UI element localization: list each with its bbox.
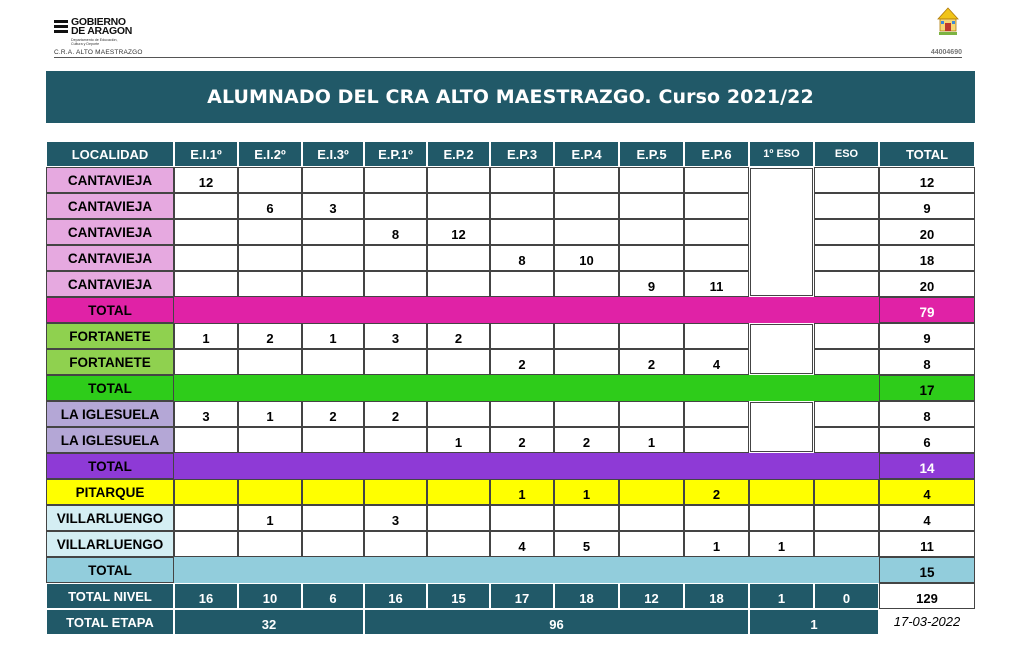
- value-cell: 2: [364, 401, 427, 427]
- value-cell: [684, 427, 749, 453]
- column-header: 1º ESO: [749, 141, 814, 167]
- value-cell: [364, 167, 427, 193]
- document-header: [54, 14, 962, 58]
- value-cell: [174, 479, 238, 505]
- report-date: 17-03-2022: [893, 613, 961, 629]
- total-nivel-value: 18: [684, 583, 749, 609]
- value-cell: [554, 323, 619, 349]
- school-house-logo-icon: [936, 6, 960, 40]
- group-total-label: TOTAL: [46, 557, 174, 583]
- value-cell: [302, 219, 364, 245]
- locality-label: FORTANETE: [46, 323, 174, 349]
- value-cell: [619, 479, 684, 505]
- value-cell: [619, 323, 684, 349]
- row-total-cell: 9: [879, 193, 975, 219]
- value-cell: [427, 531, 490, 557]
- locality-label: LA IGLESUELA: [46, 401, 174, 427]
- value-cell: 8: [490, 245, 554, 271]
- locality-label: CANTAVIEJA: [46, 219, 174, 245]
- value-cell: [814, 167, 879, 193]
- total-nivel-value: 18: [554, 583, 619, 609]
- grand-total-value: 129: [879, 583, 975, 609]
- locality-label: FORTANETE: [46, 349, 174, 375]
- value-cell: [174, 349, 238, 375]
- gobierno-aragon-logo: [54, 18, 132, 46]
- value-cell: 1: [490, 479, 554, 505]
- group-total-band: [174, 375, 879, 401]
- row-total-cell: 11: [879, 531, 975, 557]
- row-total-cell: 9: [879, 323, 975, 349]
- value-cell: [814, 505, 879, 531]
- value-cell: [490, 193, 554, 219]
- value-cell: [238, 219, 302, 245]
- value-cell: [427, 245, 490, 271]
- value-cell: 1: [238, 505, 302, 531]
- value-cell: [364, 479, 427, 505]
- value-cell: [619, 245, 684, 271]
- value-cell: 1: [302, 323, 364, 349]
- value-cell: [490, 219, 554, 245]
- group-total-band: [174, 297, 879, 323]
- value-cell: 1: [174, 323, 238, 349]
- eso-merged-empty: [750, 324, 813, 374]
- value-cell: [814, 349, 879, 375]
- value-cell: [490, 401, 554, 427]
- value-cell: 1: [238, 401, 302, 427]
- total-nivel-value: 12: [619, 583, 684, 609]
- total-nivel-value: 16: [174, 583, 238, 609]
- value-cell: [684, 219, 749, 245]
- total-nivel-value: 6: [302, 583, 364, 609]
- value-cell: [174, 219, 238, 245]
- column-header: E.P.1º: [364, 141, 427, 167]
- value-cell: [427, 401, 490, 427]
- column-header: TOTAL: [879, 141, 975, 167]
- group-total-label: TOTAL: [46, 297, 174, 323]
- value-cell: [490, 323, 554, 349]
- value-cell: [174, 193, 238, 219]
- value-cell: [554, 349, 619, 375]
- value-cell: [490, 167, 554, 193]
- value-cell: 5: [554, 531, 619, 557]
- locality-label: CANTAVIEJA: [46, 245, 174, 271]
- value-cell: [490, 505, 554, 531]
- locality-label: CANTAVIEJA: [46, 271, 174, 297]
- row-total-cell: 20: [879, 271, 975, 297]
- value-cell: [554, 271, 619, 297]
- locality-label: CANTAVIEJA: [46, 167, 174, 193]
- gov-sub-line1: Departamento de Educación,: [71, 38, 118, 42]
- value-cell: [238, 531, 302, 557]
- value-cell: [174, 271, 238, 297]
- value-cell: 2: [238, 323, 302, 349]
- column-header: ESO: [814, 141, 879, 167]
- value-cell: [302, 427, 364, 453]
- value-cell: [814, 479, 879, 505]
- eso-merged-empty: [750, 168, 813, 296]
- title-banner: [46, 71, 975, 123]
- value-cell: [814, 531, 879, 557]
- students-table: [46, 141, 975, 634]
- value-cell: 3: [364, 323, 427, 349]
- value-cell: [490, 271, 554, 297]
- locality-label: PITARQUE: [46, 479, 174, 505]
- value-cell: [814, 219, 879, 245]
- value-cell: 2: [619, 349, 684, 375]
- value-cell: [684, 401, 749, 427]
- value-cell: [427, 349, 490, 375]
- total-nivel-value: 17: [490, 583, 554, 609]
- value-cell: 12: [427, 219, 490, 245]
- value-cell: [554, 219, 619, 245]
- value-cell: 11: [684, 271, 749, 297]
- value-cell: 1: [619, 427, 684, 453]
- group-total-band: [174, 557, 879, 583]
- value-cell: [174, 531, 238, 557]
- value-cell: 4: [684, 349, 749, 375]
- column-header: E.I.1º: [174, 141, 238, 167]
- column-header: E.I.3º: [302, 141, 364, 167]
- value-cell: [427, 505, 490, 531]
- value-cell: 3: [364, 505, 427, 531]
- value-cell: 12: [174, 167, 238, 193]
- row-total-cell: 6: [879, 427, 975, 453]
- column-header: LOCALIDAD: [46, 141, 174, 167]
- eso-merged-empty: [750, 402, 813, 452]
- group-total-value: 17: [879, 375, 975, 401]
- page-title: ALUMNADO DEL CRA ALTO MAESTRAZGO. Curso 2021/22: [207, 86, 814, 108]
- value-cell: [302, 167, 364, 193]
- value-cell: 4: [490, 531, 554, 557]
- value-cell: [814, 245, 879, 271]
- total-nivel-value: 16: [364, 583, 427, 609]
- value-cell: [427, 271, 490, 297]
- value-cell: [619, 193, 684, 219]
- row-total-cell: 4: [879, 479, 975, 505]
- value-cell: [619, 531, 684, 557]
- total-etapa-primaria: 96: [364, 609, 749, 635]
- value-cell: [238, 245, 302, 271]
- value-cell: [364, 271, 427, 297]
- value-cell: [302, 349, 364, 375]
- value-cell: [364, 349, 427, 375]
- value-cell: [238, 271, 302, 297]
- column-header: E.P.5: [619, 141, 684, 167]
- value-cell: [814, 427, 879, 453]
- value-cell: 2: [554, 427, 619, 453]
- locality-label: VILLARLUENGO: [46, 531, 174, 557]
- value-cell: [302, 505, 364, 531]
- total-nivel-value: 10: [238, 583, 302, 609]
- value-cell: [174, 427, 238, 453]
- value-cell: 1: [684, 531, 749, 557]
- value-cell: 8: [364, 219, 427, 245]
- column-header: E.P.2: [427, 141, 490, 167]
- value-cell: [814, 193, 879, 219]
- value-cell: [238, 167, 302, 193]
- column-header: E.P.4: [554, 141, 619, 167]
- group-total-value: 15: [879, 557, 975, 583]
- total-nivel-value: 15: [427, 583, 490, 609]
- value-cell: [302, 245, 364, 271]
- locality-label: LA IGLESUELA: [46, 427, 174, 453]
- column-header: E.P.3: [490, 141, 554, 167]
- gov-title-line1: GOBIERNO: [71, 16, 126, 28]
- value-cell: [684, 193, 749, 219]
- total-etapa-label: TOTAL ETAPA: [46, 609, 174, 635]
- value-cell: [684, 245, 749, 271]
- value-cell: [238, 427, 302, 453]
- value-cell: 2: [427, 323, 490, 349]
- row-total-cell: 12: [879, 167, 975, 193]
- value-cell: [814, 323, 879, 349]
- value-cell: 3: [302, 193, 364, 219]
- total-nivel-label: TOTAL NIVEL: [46, 583, 174, 609]
- value-cell: 6: [238, 193, 302, 219]
- value-cell: 2: [490, 349, 554, 375]
- cra-name: C.R.A. ALTO MAESTRAZGO: [54, 49, 143, 56]
- row-total-cell: 8: [879, 401, 975, 427]
- value-cell: [814, 401, 879, 427]
- group-total-value: 79: [879, 297, 975, 323]
- value-cell: [619, 505, 684, 531]
- value-cell: [427, 479, 490, 505]
- school-code: 44004690: [930, 49, 962, 56]
- value-cell: [684, 167, 749, 193]
- group-total-band: [174, 453, 879, 479]
- value-cell: [364, 193, 427, 219]
- group-total-label: TOTAL: [46, 375, 174, 401]
- value-cell: [749, 505, 814, 531]
- value-cell: 2: [490, 427, 554, 453]
- value-cell: [749, 479, 814, 505]
- value-cell: [427, 167, 490, 193]
- value-cell: 10: [554, 245, 619, 271]
- value-cell: [174, 505, 238, 531]
- value-cell: [364, 531, 427, 557]
- value-cell: [302, 479, 364, 505]
- aragon-flag-icon: [54, 20, 68, 34]
- total-etapa-eso: 1: [749, 609, 879, 635]
- gov-sub-line2: Cultura y Deporte: [71, 42, 100, 46]
- value-cell: 9: [619, 271, 684, 297]
- row-total-cell: 20: [879, 219, 975, 245]
- value-cell: [619, 401, 684, 427]
- total-nivel-value: 0: [814, 583, 879, 609]
- column-header: E.I.2º: [238, 141, 302, 167]
- value-cell: 1: [749, 531, 814, 557]
- locality-label: CANTAVIEJA: [46, 193, 174, 219]
- value-cell: [684, 505, 749, 531]
- group-total-label: TOTAL: [46, 453, 174, 479]
- value-cell: [238, 349, 302, 375]
- value-cell: [684, 323, 749, 349]
- value-cell: [619, 167, 684, 193]
- value-cell: [238, 479, 302, 505]
- value-cell: 1: [427, 427, 490, 453]
- row-total-cell: 4: [879, 505, 975, 531]
- value-cell: [554, 401, 619, 427]
- value-cell: [302, 531, 364, 557]
- value-cell: 2: [684, 479, 749, 505]
- value-cell: 2: [302, 401, 364, 427]
- locality-label: VILLARLUENGO: [46, 505, 174, 531]
- value-cell: [427, 193, 490, 219]
- value-cell: [814, 271, 879, 297]
- value-cell: [364, 427, 427, 453]
- value-cell: [174, 245, 238, 271]
- total-etapa-infantil: 32: [174, 609, 364, 635]
- row-total-cell: 18: [879, 245, 975, 271]
- value-cell: [619, 219, 684, 245]
- row-total-cell: 8: [879, 349, 975, 375]
- value-cell: [554, 193, 619, 219]
- value-cell: [364, 245, 427, 271]
- group-total-value: 14: [879, 453, 975, 479]
- value-cell: 3: [174, 401, 238, 427]
- value-cell: 1: [554, 479, 619, 505]
- value-cell: [554, 167, 619, 193]
- total-nivel-value: 1: [749, 583, 814, 609]
- column-header: E.P.6: [684, 141, 749, 167]
- value-cell: [302, 271, 364, 297]
- gov-title-line2: DE ARAGON: [71, 25, 133, 37]
- value-cell: [554, 505, 619, 531]
